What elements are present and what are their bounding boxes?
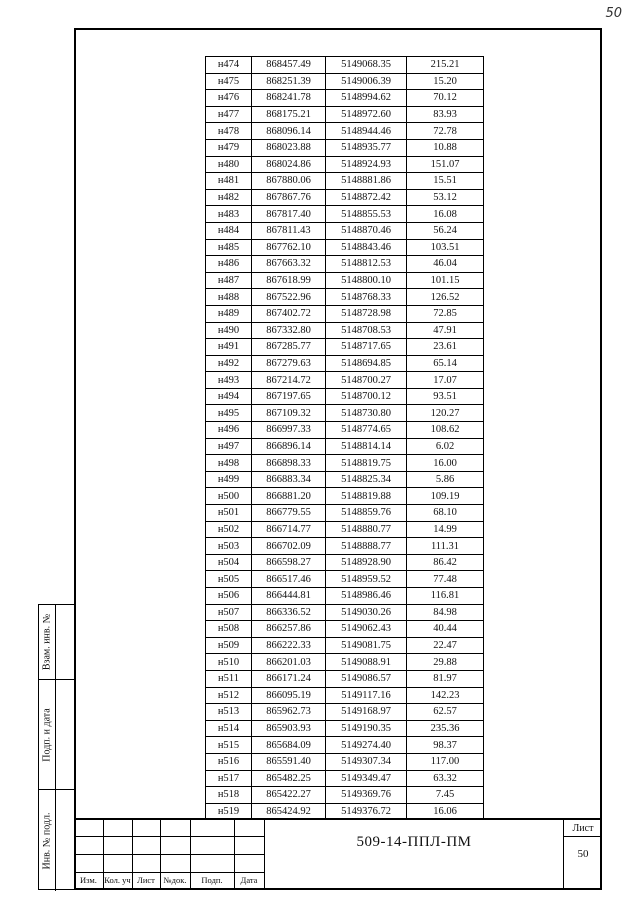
y-coordinate-cell: 5149088.91 (326, 654, 407, 671)
segment-length-cell: 16.06 (407, 803, 484, 820)
point-id-cell: н475 (206, 73, 252, 90)
point-id-cell: н519 (206, 803, 252, 820)
table-row (206, 388, 484, 405)
x-coordinate-cell: 868024.86 (252, 156, 326, 173)
x-coordinate-cell: 865684.09 (252, 737, 326, 754)
coordinates-table (205, 56, 484, 820)
point-id-cell: н485 (206, 239, 252, 256)
sheet-number: 50 (577, 848, 589, 860)
side-label-replacement: Взам. инв. № (41, 613, 53, 671)
point-id-cell: н500 (206, 488, 252, 505)
x-coordinate-cell: 867402.72 (252, 305, 326, 322)
table-row (206, 505, 484, 522)
segment-length-cell: 84.98 (407, 604, 484, 621)
point-id-cell: н477 (206, 106, 252, 123)
x-coordinate-cell: 867332.80 (252, 322, 326, 339)
point-id-cell: н503 (206, 538, 252, 555)
point-id-cell: н509 (206, 637, 252, 654)
x-coordinate-cell: 865424.92 (252, 803, 326, 820)
segment-length-cell: 116.81 (407, 588, 484, 605)
y-coordinate-cell: 5148881.86 (326, 173, 407, 190)
point-id-cell: н474 (206, 57, 252, 74)
y-coordinate-cell: 5148888.77 (326, 538, 407, 555)
segment-length-cell: 142.23 (407, 687, 484, 704)
point-id-cell: н496 (206, 422, 252, 439)
segment-length-cell: 68.10 (407, 505, 484, 522)
segment-length-cell: 16.08 (407, 206, 484, 223)
stamp-col-date: Дата (240, 875, 258, 885)
point-id-cell: н497 (206, 438, 252, 455)
x-coordinate-cell: 867279.63 (252, 355, 326, 372)
table-row (206, 189, 484, 206)
segment-length-cell: 77.48 (407, 571, 484, 588)
document-code: 509-14-ППЛ-ПМ (356, 834, 472, 850)
x-coordinate-cell: 867867.76 (252, 189, 326, 206)
point-id-cell: н512 (206, 687, 252, 704)
y-coordinate-cell: 5148935.77 (326, 139, 407, 156)
segment-length-cell: 47.91 (407, 322, 484, 339)
table-row (206, 438, 484, 455)
segment-length-cell: 117.00 (407, 753, 484, 770)
point-id-cell: н480 (206, 156, 252, 173)
point-id-cell: н505 (206, 571, 252, 588)
x-coordinate-cell: 867285.77 (252, 339, 326, 356)
point-id-cell: н504 (206, 554, 252, 571)
side-cell-replacement (39, 605, 74, 679)
side-cell-inventory (39, 789, 74, 891)
y-coordinate-cell: 5148812.53 (326, 256, 407, 273)
x-coordinate-cell: 865591.40 (252, 753, 326, 770)
y-coordinate-cell: 5149068.35 (326, 57, 407, 74)
point-id-cell: н491 (206, 339, 252, 356)
y-coordinate-cell: 5148924.93 (326, 156, 407, 173)
x-coordinate-cell: 866336.52 (252, 604, 326, 621)
y-coordinate-cell: 5149062.43 (326, 621, 407, 638)
point-id-cell: н502 (206, 521, 252, 538)
segment-length-cell: 14.99 (407, 521, 484, 538)
y-coordinate-cell: 5148774.65 (326, 422, 407, 439)
y-coordinate-cell: 5148859.76 (326, 505, 407, 522)
x-coordinate-cell: 867880.06 (252, 173, 326, 190)
x-coordinate-cell: 866222.33 (252, 637, 326, 654)
table-row (206, 571, 484, 588)
x-coordinate-cell: 867762.10 (252, 239, 326, 256)
point-id-cell: н515 (206, 737, 252, 754)
y-coordinate-cell: 5148994.62 (326, 90, 407, 107)
table-row (206, 455, 484, 472)
y-coordinate-cell: 5149190.35 (326, 720, 407, 737)
segment-length-cell: 126.52 (407, 289, 484, 306)
segment-length-cell: 215.21 (407, 57, 484, 74)
y-coordinate-cell: 5148870.46 (326, 222, 407, 239)
y-coordinate-cell: 5148708.53 (326, 322, 407, 339)
table-row (206, 554, 484, 571)
y-coordinate-cell: 5148972.60 (326, 106, 407, 123)
point-id-cell: н479 (206, 139, 252, 156)
x-coordinate-cell: 866881.20 (252, 488, 326, 505)
side-cell-signature (39, 679, 74, 789)
sheet-label: Лист (572, 823, 594, 834)
segment-length-cell: 83.93 (407, 106, 484, 123)
segment-length-cell: 46.04 (407, 256, 484, 273)
segment-length-cell: 108.62 (407, 422, 484, 439)
y-coordinate-cell: 5149307.34 (326, 753, 407, 770)
y-coordinate-cell: 5148959.52 (326, 571, 407, 588)
point-id-cell: н510 (206, 654, 252, 671)
point-id-cell: н495 (206, 405, 252, 422)
point-id-cell: н489 (206, 305, 252, 322)
point-id-cell: н490 (206, 322, 252, 339)
table-row (206, 787, 484, 804)
x-coordinate-cell: 866517.46 (252, 571, 326, 588)
segment-length-cell: 151.07 (407, 156, 484, 173)
table-row (206, 471, 484, 488)
x-coordinate-cell: 868175.21 (252, 106, 326, 123)
coordinates-table-body (206, 57, 484, 820)
table-row (206, 322, 484, 339)
x-coordinate-cell: 866714.77 (252, 521, 326, 538)
x-coordinate-cell: 866201.03 (252, 654, 326, 671)
y-coordinate-cell: 5148944.46 (326, 123, 407, 140)
segment-length-cell: 111.31 (407, 538, 484, 555)
point-id-cell: н508 (206, 621, 252, 638)
point-id-cell: н482 (206, 189, 252, 206)
table-row (206, 405, 484, 422)
stamp-col-change: Изм. (80, 875, 97, 885)
x-coordinate-cell: 866896.14 (252, 438, 326, 455)
side-stamp (38, 604, 74, 890)
table-row (206, 654, 484, 671)
segment-length-cell: 63.32 (407, 770, 484, 787)
segment-length-cell: 72.78 (407, 123, 484, 140)
segment-length-cell: 7.45 (407, 787, 484, 804)
point-id-cell: н484 (206, 222, 252, 239)
table-row (206, 521, 484, 538)
point-id-cell: н511 (206, 670, 252, 687)
stamp-col-count: Кол. уч (104, 875, 131, 885)
segment-length-cell: 109.19 (407, 488, 484, 505)
y-coordinate-cell: 5148800.10 (326, 272, 407, 289)
title-block (74, 818, 602, 890)
table-row (206, 604, 484, 621)
y-coordinate-cell: 5148855.53 (326, 206, 407, 223)
point-id-cell: н518 (206, 787, 252, 804)
x-coordinate-cell: 867663.32 (252, 256, 326, 273)
y-coordinate-cell: 5148768.33 (326, 289, 407, 306)
y-coordinate-cell: 5148700.12 (326, 388, 407, 405)
point-id-cell: н513 (206, 704, 252, 721)
point-id-cell: н481 (206, 173, 252, 190)
table-row (206, 770, 484, 787)
y-coordinate-cell: 5148717.65 (326, 339, 407, 356)
table-row (206, 289, 484, 306)
x-coordinate-cell: 866997.33 (252, 422, 326, 439)
x-coordinate-cell: 866898.33 (252, 455, 326, 472)
segment-length-cell: 93.51 (407, 388, 484, 405)
table-row (206, 173, 484, 190)
x-coordinate-cell: 868457.49 (252, 57, 326, 74)
y-coordinate-cell: 5149086.57 (326, 670, 407, 687)
table-row (206, 57, 484, 74)
segment-length-cell: 6.02 (407, 438, 484, 455)
y-coordinate-cell: 5149117.16 (326, 687, 407, 704)
point-id-cell: н487 (206, 272, 252, 289)
table-row (206, 753, 484, 770)
x-coordinate-cell: 866095.19 (252, 687, 326, 704)
x-coordinate-cell: 866883.34 (252, 471, 326, 488)
table-row (206, 538, 484, 555)
y-coordinate-cell: 5148819.75 (326, 455, 407, 472)
table-row (206, 372, 484, 389)
x-coordinate-cell: 868023.88 (252, 139, 326, 156)
y-coordinate-cell: 5149030.26 (326, 604, 407, 621)
segment-length-cell: 16.00 (407, 455, 484, 472)
point-id-cell: н516 (206, 753, 252, 770)
stamp-col-signature: Подп. (201, 875, 223, 885)
y-coordinate-cell: 5148694.85 (326, 355, 407, 372)
segment-length-cell: 22.47 (407, 637, 484, 654)
segment-length-cell: 235.36 (407, 720, 484, 737)
table-row (206, 737, 484, 754)
table-row (206, 422, 484, 439)
x-coordinate-cell: 865962.73 (252, 704, 326, 721)
side-label-inventory: Инв. № подл. (41, 812, 53, 869)
point-id-cell: н476 (206, 90, 252, 107)
table-row (206, 272, 484, 289)
table-row (206, 106, 484, 123)
point-id-cell: н514 (206, 720, 252, 737)
x-coordinate-cell: 866444.81 (252, 588, 326, 605)
point-id-cell: н506 (206, 588, 252, 605)
segment-length-cell: 5.86 (407, 471, 484, 488)
point-id-cell: н492 (206, 355, 252, 372)
segment-length-cell: 15.20 (407, 73, 484, 90)
segment-length-cell: 29.88 (407, 654, 484, 671)
x-coordinate-cell: 867522.96 (252, 289, 326, 306)
y-coordinate-cell: 5149168.97 (326, 704, 407, 721)
y-coordinate-cell: 5148843.46 (326, 239, 407, 256)
segment-length-cell: 62.57 (407, 704, 484, 721)
segment-length-cell: 15.51 (407, 173, 484, 190)
segment-length-cell: 23.61 (407, 339, 484, 356)
table-row (206, 687, 484, 704)
point-id-cell: н498 (206, 455, 252, 472)
segment-length-cell: 65.14 (407, 355, 484, 372)
x-coordinate-cell: 868251.39 (252, 73, 326, 90)
segment-length-cell: 86.42 (407, 554, 484, 571)
segment-length-cell: 81.97 (407, 670, 484, 687)
y-coordinate-cell: 5148730.80 (326, 405, 407, 422)
x-coordinate-cell: 867811.43 (252, 222, 326, 239)
x-coordinate-cell: 867109.32 (252, 405, 326, 422)
segment-length-cell: 17.07 (407, 372, 484, 389)
y-coordinate-cell: 5149006.39 (326, 73, 407, 90)
y-coordinate-cell: 5149376.72 (326, 803, 407, 820)
x-coordinate-cell: 866171.24 (252, 670, 326, 687)
table-row (206, 156, 484, 173)
table-row (206, 73, 484, 90)
stamp-col-sheet: Лист (137, 875, 155, 885)
y-coordinate-cell: 5149369.76 (326, 787, 407, 804)
point-id-cell: н483 (206, 206, 252, 223)
y-coordinate-cell: 5148872.42 (326, 189, 407, 206)
stamp-col-doc-number: №док. (163, 875, 187, 885)
point-id-cell: н478 (206, 123, 252, 140)
x-coordinate-cell: 867197.65 (252, 388, 326, 405)
table-row (206, 305, 484, 322)
y-coordinate-cell: 5149349.47 (326, 770, 407, 787)
table-row (206, 704, 484, 721)
point-id-cell: н494 (206, 388, 252, 405)
table-row (206, 488, 484, 505)
table-row (206, 90, 484, 107)
x-coordinate-cell: 865482.25 (252, 770, 326, 787)
y-coordinate-cell: 5148728.98 (326, 305, 407, 322)
segment-length-cell: 56.24 (407, 222, 484, 239)
x-coordinate-cell: 867618.99 (252, 272, 326, 289)
table-row (206, 355, 484, 372)
segment-length-cell: 10.88 (407, 139, 484, 156)
y-coordinate-cell: 5148928.90 (326, 554, 407, 571)
x-coordinate-cell: 867817.40 (252, 206, 326, 223)
point-id-cell: н501 (206, 505, 252, 522)
point-id-cell: н488 (206, 289, 252, 306)
segment-length-cell: 101.15 (407, 272, 484, 289)
y-coordinate-cell: 5149081.75 (326, 637, 407, 654)
y-coordinate-cell: 5149274.40 (326, 737, 407, 754)
table-row (206, 206, 484, 223)
handwritten-page-number: 50 (605, 6, 622, 21)
table-row (206, 720, 484, 737)
point-id-cell: н499 (206, 471, 252, 488)
x-coordinate-cell: 868096.14 (252, 123, 326, 140)
table-row (206, 239, 484, 256)
table-row (206, 637, 484, 654)
table-row (206, 588, 484, 605)
y-coordinate-cell: 5148819.88 (326, 488, 407, 505)
x-coordinate-cell: 866702.09 (252, 538, 326, 555)
point-id-cell: н493 (206, 372, 252, 389)
table-row (206, 139, 484, 156)
table-row (206, 123, 484, 140)
point-id-cell: н486 (206, 256, 252, 273)
x-coordinate-cell: 866779.55 (252, 505, 326, 522)
side-label-signature: Подп. и дата (41, 707, 53, 762)
table-row (206, 256, 484, 273)
point-id-cell: н507 (206, 604, 252, 621)
table-row (206, 339, 484, 356)
segment-length-cell: 98.37 (407, 737, 484, 754)
x-coordinate-cell: 865903.93 (252, 720, 326, 737)
table-row (206, 670, 484, 687)
segment-length-cell: 40.44 (407, 621, 484, 638)
segment-length-cell: 53.12 (407, 189, 484, 206)
x-coordinate-cell: 866598.27 (252, 554, 326, 571)
point-id-cell: н517 (206, 770, 252, 787)
x-coordinate-cell: 867214.72 (252, 372, 326, 389)
segment-length-cell: 72.85 (407, 305, 484, 322)
segment-length-cell: 70.12 (407, 90, 484, 107)
y-coordinate-cell: 5148825.34 (326, 471, 407, 488)
table-row (206, 621, 484, 638)
y-coordinate-cell: 5148814.14 (326, 438, 407, 455)
segment-length-cell: 120.27 (407, 405, 484, 422)
x-coordinate-cell: 866257.86 (252, 621, 326, 638)
table-row (206, 222, 484, 239)
y-coordinate-cell: 5148880.77 (326, 521, 407, 538)
y-coordinate-cell: 5148986.46 (326, 588, 407, 605)
x-coordinate-cell: 868241.78 (252, 90, 326, 107)
x-coordinate-cell: 865422.27 (252, 787, 326, 804)
y-coordinate-cell: 5148700.27 (326, 372, 407, 389)
segment-length-cell: 103.51 (407, 239, 484, 256)
